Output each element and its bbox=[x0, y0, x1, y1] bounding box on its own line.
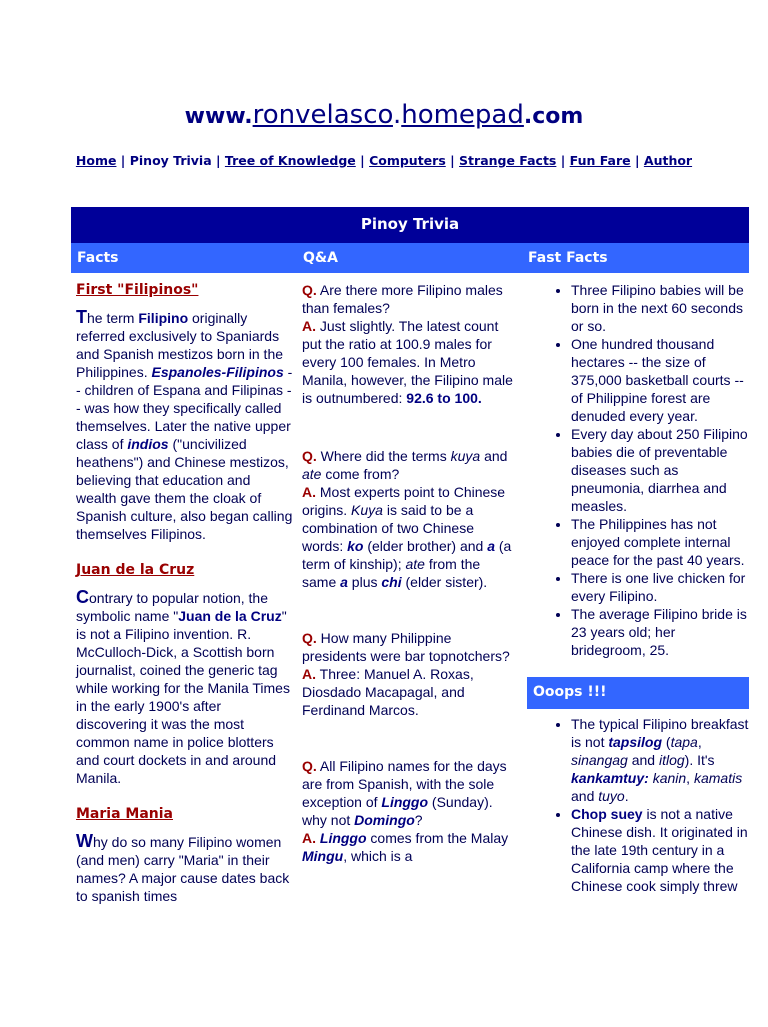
text-bold: Chop suey bbox=[571, 806, 643, 822]
dropcap: T bbox=[76, 307, 87, 327]
qa-column bbox=[302, 281, 518, 883]
top-nav bbox=[0, 153, 768, 168]
header-facts: Facts bbox=[77, 250, 119, 266]
question-text: ? bbox=[414, 812, 423, 828]
nav-sep: | bbox=[211, 153, 225, 168]
answer-bold-italic: a bbox=[487, 538, 495, 554]
column-headers bbox=[71, 243, 749, 273]
answer-bold-italic: a bbox=[340, 574, 348, 590]
answer-text: Just slightly. The latest count put the ratio at 100.9 males for every 100 females. In Metro Manila, however, the Filipino male is outnumbered: bbox=[302, 318, 513, 406]
question-text: and bbox=[480, 448, 508, 464]
a-label: A. bbox=[302, 830, 316, 846]
qa-item-4 bbox=[302, 757, 518, 865]
list-item bbox=[571, 805, 749, 895]
nav-sep: | bbox=[630, 153, 644, 168]
list-item: • The average Filipino bride is 23 years old; her bridegroom, 25. bbox=[571, 605, 749, 659]
facts-column bbox=[76, 281, 294, 905]
q-label: Q. bbox=[302, 758, 317, 774]
answer-text: comes from the Malay bbox=[366, 830, 509, 846]
fact-juan-de-la-cruz bbox=[76, 588, 294, 787]
question-text: Where did the terms bbox=[316, 448, 451, 464]
fact-heading-maria-mania[interactable]: Maria Mania bbox=[76, 806, 173, 822]
a-label: A. bbox=[302, 666, 316, 682]
fact-heading-juan-de-la-cruz[interactable]: Juan de la Cruz bbox=[76, 562, 195, 578]
fact-maria-mania bbox=[76, 832, 294, 905]
answer-text: (a term of kinship); bbox=[302, 538, 512, 572]
text: The typical Filipino breakfast is not bbox=[571, 716, 749, 750]
text: , bbox=[686, 770, 694, 786]
dropcap: C bbox=[76, 587, 89, 607]
answer-italic: ate bbox=[405, 556, 425, 572]
answer-text: plus bbox=[347, 574, 382, 590]
oops-list bbox=[527, 715, 749, 895]
dropcap: W bbox=[76, 831, 93, 851]
text-bold-italic: kankamtuy: bbox=[571, 770, 649, 786]
site-suffix: .com bbox=[523, 104, 584, 129]
text-bold-italic: indios bbox=[127, 436, 169, 452]
list-item: • Every day about 250 Filipino babies die of preventable diseases such as pneumonia, diarrhea and measles. bbox=[571, 425, 749, 515]
answer-text: (elder sister). bbox=[401, 574, 488, 590]
text: . bbox=[624, 788, 629, 804]
text: ). It's bbox=[684, 752, 715, 768]
nav-fun-fare[interactable]: Fun Fare bbox=[569, 153, 631, 168]
text: ontrary to popular notion, the symbolic name " bbox=[76, 590, 269, 624]
nav-home[interactable]: Home bbox=[75, 153, 117, 168]
answer-text: Three: Manuel A. Roxas, Diosdado Macapagal, and Ferdinand Marcos. bbox=[302, 666, 474, 718]
question-text: How many Philippine presidents were bar topnotchers? bbox=[302, 630, 510, 664]
fact-first-filipinos bbox=[76, 308, 294, 543]
fast-facts-column bbox=[527, 281, 749, 895]
text-bold-italic: tapsilog bbox=[608, 734, 663, 750]
nav-pinoy-trivia: Pinoy Trivia bbox=[129, 153, 212, 168]
site-title bbox=[0, 100, 768, 130]
qa-item-3 bbox=[302, 629, 518, 719]
list-item: • There is one live chicken for every Filipino. bbox=[571, 569, 749, 605]
nav-tree-of-knowledge[interactable]: Tree of Knowledge bbox=[224, 153, 356, 168]
answer-italic: Kuya bbox=[351, 502, 383, 518]
text-italic: itlog bbox=[658, 752, 685, 768]
answer-bold-italic: Mingu bbox=[302, 848, 344, 864]
text-bold: Filipino bbox=[138, 310, 189, 326]
nav-sep: | bbox=[355, 153, 370, 168]
question-bold-italic: Linggo bbox=[381, 794, 429, 810]
panel-title: Pinoy Trivia bbox=[71, 207, 749, 243]
text: and bbox=[571, 788, 599, 804]
question-bold-italic: Domingo bbox=[354, 812, 415, 828]
text-bold-italic: Espanoles-Filipinos bbox=[151, 364, 284, 380]
text: " is not a Filipino invention. R. McCulloch-Dick, a Scottish born journalist, coined the generic tag while working for the Manila Times in the early 1900's after discovering it was the most common name in police blotters and court dockets in and around Manila. bbox=[76, 608, 290, 786]
question-italic: ate bbox=[302, 466, 322, 482]
a-label: A. bbox=[302, 484, 316, 500]
nav-author[interactable]: Author bbox=[643, 153, 693, 168]
text: he term bbox=[87, 310, 139, 326]
answer-text: Most experts point to Chinese origins. bbox=[302, 484, 506, 518]
a-label: A. bbox=[302, 318, 316, 334]
q-label: Q. bbox=[302, 630, 317, 646]
oops-header: Ooops !!! bbox=[527, 677, 749, 709]
text-italic: kamatis bbox=[693, 770, 743, 786]
fact-heading-first-filipinos[interactable]: First "Filipinos" bbox=[76, 282, 199, 298]
text: ( bbox=[662, 734, 671, 750]
answer-bold: 92.6 to 100. bbox=[406, 390, 482, 406]
answer-bold-italic: chi bbox=[381, 574, 402, 590]
text: ("uncivilized heathens") and Chinese mestizos, believing that education and wealth gave them the cloak of Spanish culture, also began calling themselves Filipinos. bbox=[76, 436, 293, 542]
qa-item-2 bbox=[302, 447, 518, 591]
header-qa: Q&A bbox=[303, 250, 338, 266]
text: hy do so many Filipino women (and men) carry "Maria" in their names? A major cause dates back to spanish times bbox=[76, 834, 290, 904]
answer-text: from the same bbox=[302, 556, 481, 590]
text: originally referred exclusively to Spaniards and Spanish mestizos born in the Philippines. bbox=[76, 310, 284, 380]
header-fast-facts: Fast Facts bbox=[528, 250, 608, 266]
nav-sep: | bbox=[116, 153, 130, 168]
question-italic: kuya bbox=[450, 448, 481, 464]
q-label: Q. bbox=[302, 448, 317, 464]
list-item: • Three Filipino babies will be born in the next 60 seconds or so. bbox=[571, 281, 749, 335]
text: and bbox=[627, 752, 659, 768]
text: -- children of Espana and Filipinas -- was how they specifically called themselves. Later the native upper class of bbox=[76, 364, 293, 452]
text-italic: kanin bbox=[652, 770, 687, 786]
trivia-panel bbox=[71, 207, 749, 1027]
question-text: All Filipino names for the days are from Spanish, with the sole exception of bbox=[302, 758, 507, 810]
list-item: • One hundred thousand hectares -- the size of 375,000 basketball courts -- of Philippine forest are denuded every year. bbox=[571, 335, 749, 425]
nav-sep: | bbox=[445, 153, 460, 168]
nav-computers[interactable]: Computers bbox=[369, 153, 446, 168]
text: , bbox=[697, 734, 702, 750]
answer-bold-italic: Linggo bbox=[319, 830, 367, 846]
q-label: Q. bbox=[302, 282, 317, 298]
answer-bold-italic: ko bbox=[347, 538, 364, 554]
question-text: Are there more Filipino males than females? bbox=[302, 282, 503, 316]
site-name-link[interactable]: ronvelasco bbox=[252, 100, 393, 130]
nav-sep: | bbox=[556, 153, 570, 168]
text-bold: Juan de la Cruz bbox=[178, 608, 282, 624]
question-text: come from? bbox=[321, 466, 400, 482]
list-item: • The Philippines has not enjoyed complete internal peace for the past 40 years. bbox=[571, 515, 749, 569]
answer-text: is said to be a combination of two Chinese words: bbox=[302, 502, 474, 554]
site-prefix: www. bbox=[184, 104, 253, 129]
site-host-link[interactable]: homepad bbox=[401, 100, 524, 130]
answer-text: , which is a bbox=[343, 848, 413, 864]
list-item bbox=[571, 715, 749, 805]
question-text: (Sunday). why not bbox=[302, 794, 493, 828]
text-italic: tuyo bbox=[598, 788, 625, 804]
text-italic: tapa bbox=[670, 734, 698, 750]
fast-facts-list bbox=[527, 281, 749, 659]
qa-item-1 bbox=[302, 281, 518, 407]
nav-strange-facts[interactable]: Strange Facts bbox=[459, 153, 557, 168]
site-dot: . bbox=[392, 100, 402, 130]
answer-text: (elder brother) and bbox=[363, 538, 488, 554]
text: is not a native Chinese dish. It originated in the late 19th century in a California camp where the Chinese cook simply threw bbox=[571, 806, 748, 894]
text-italic: sinangag bbox=[571, 752, 628, 768]
